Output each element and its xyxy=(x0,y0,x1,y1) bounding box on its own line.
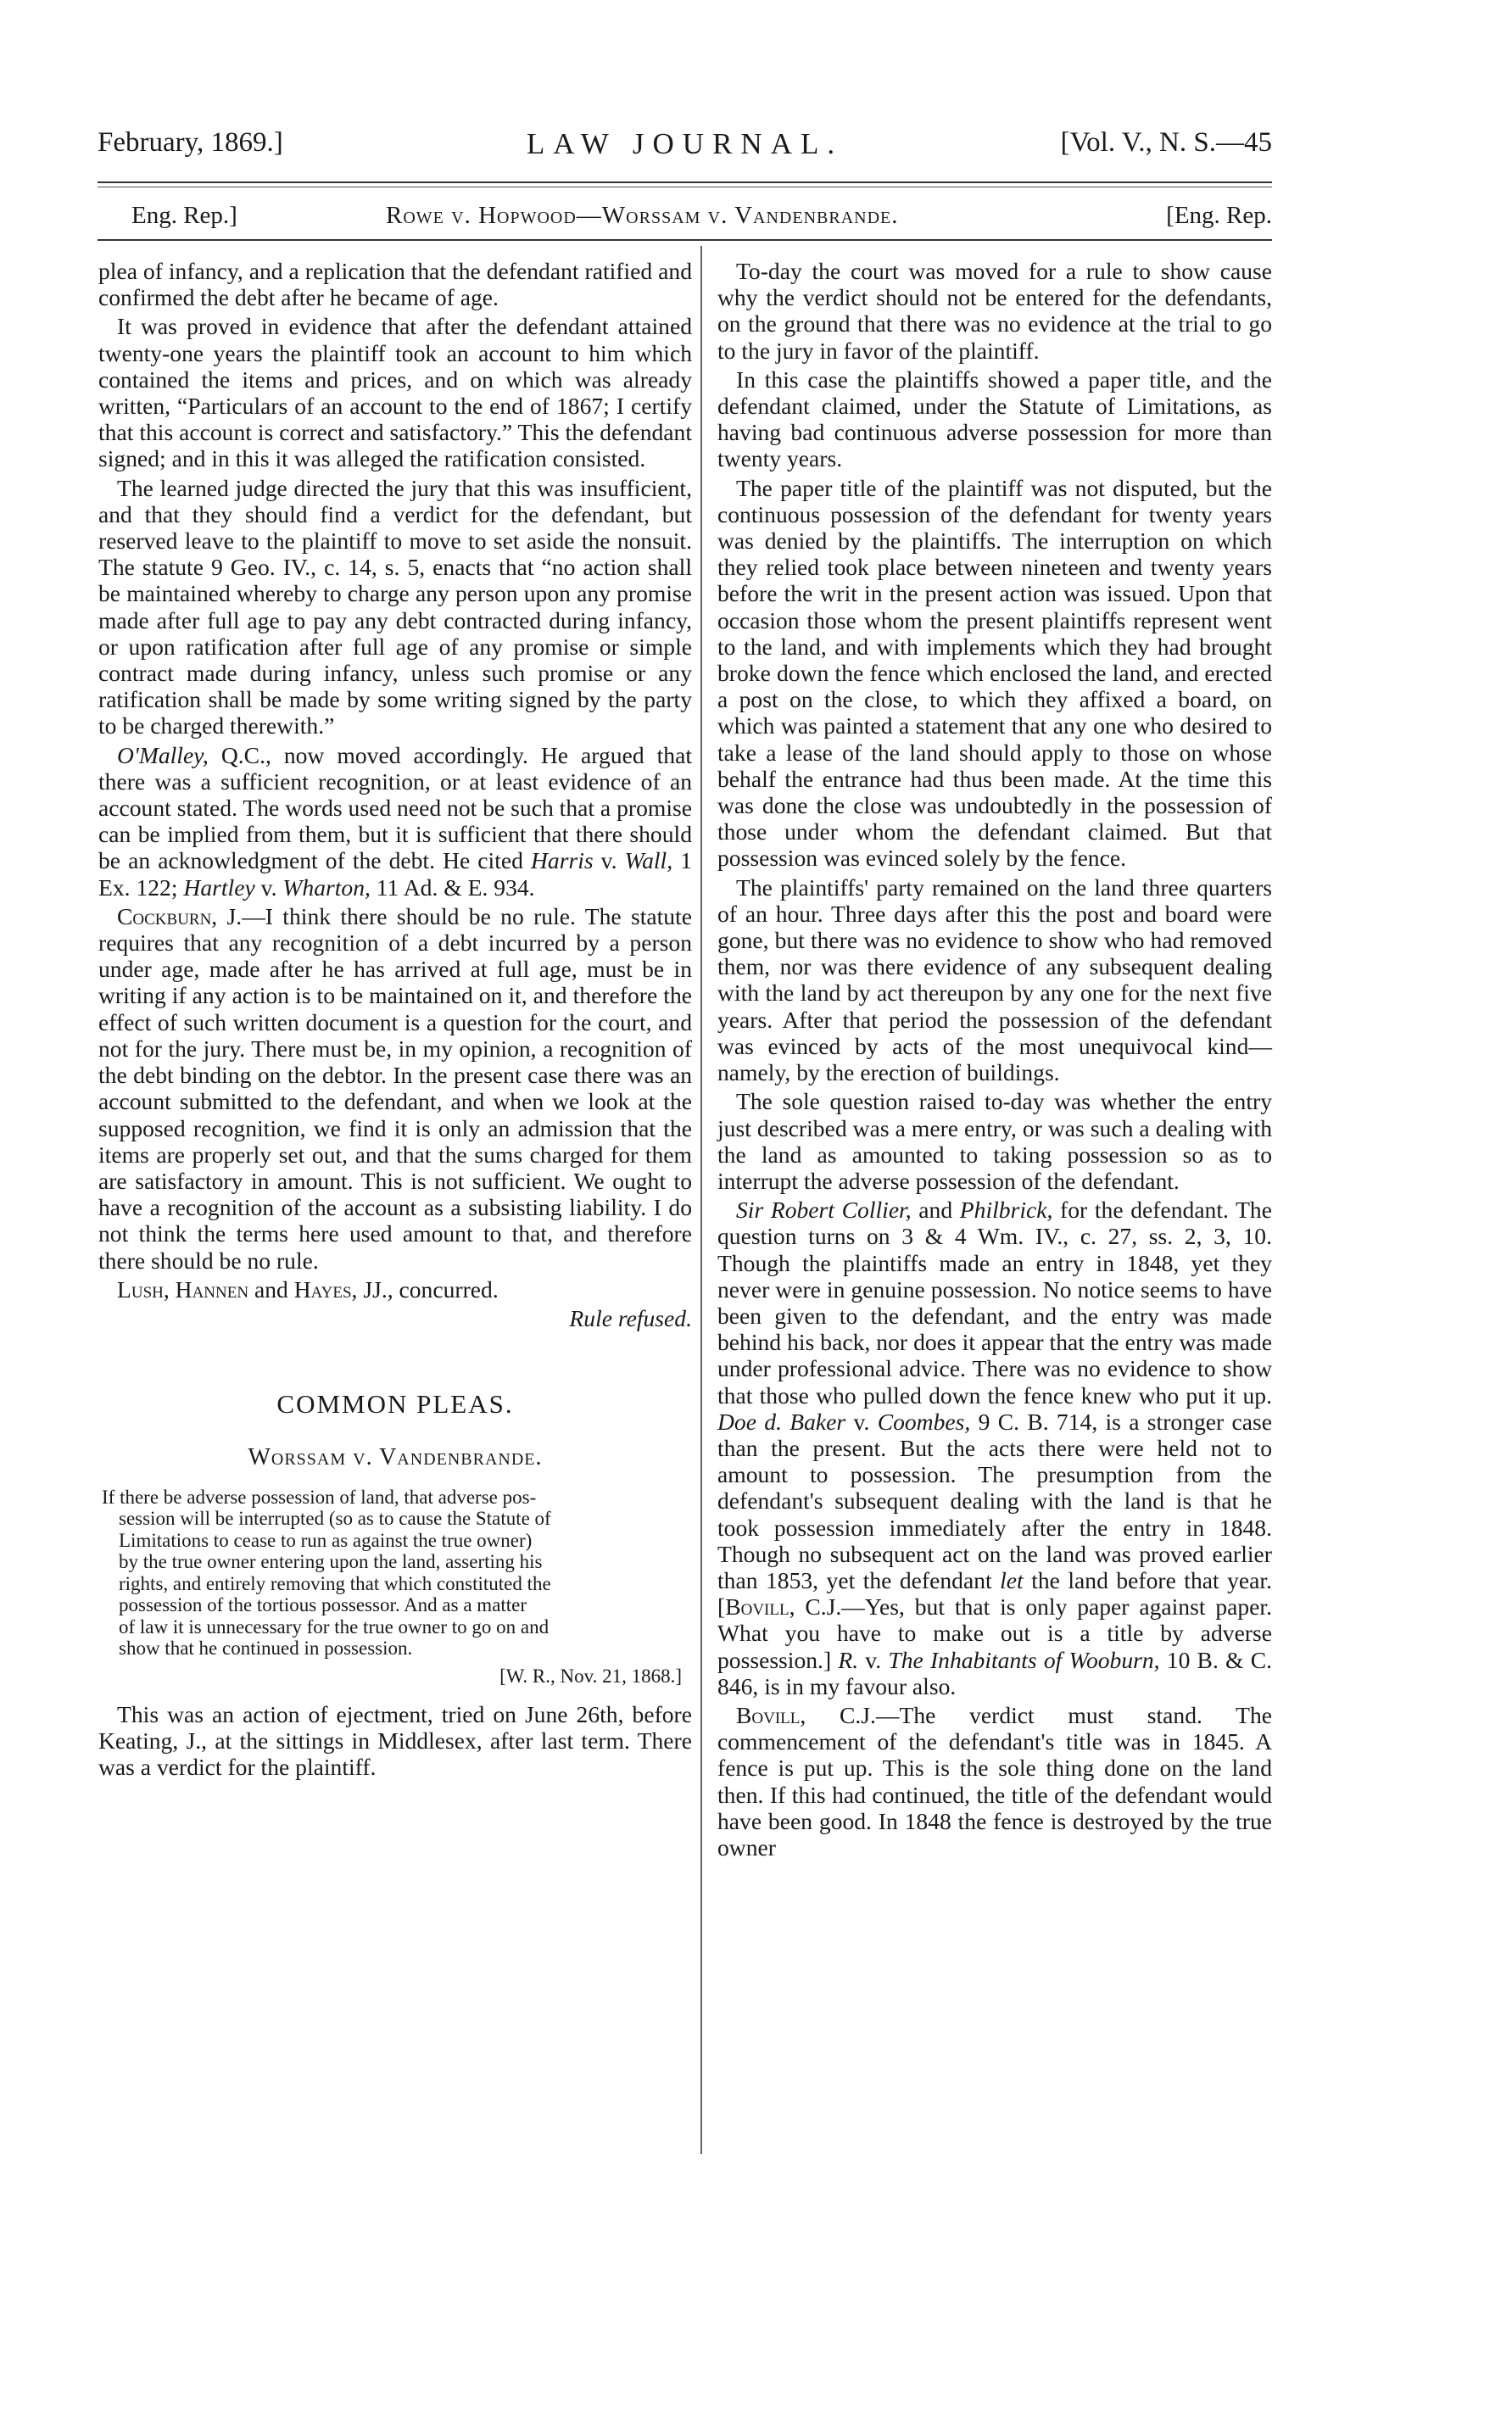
case-name: Coombes, xyxy=(877,1408,971,1435)
versus: v. xyxy=(845,1408,878,1435)
issue-date: February, 1869.] xyxy=(98,127,283,158)
versus: v. xyxy=(593,847,625,874)
versus: v. xyxy=(858,1646,889,1673)
journal-title: LAW JOURNAL. xyxy=(526,127,844,160)
report-right: [Eng. Rep. xyxy=(1166,202,1272,229)
headnote-line: session will be interrupted (so as to cause the Statute of xyxy=(119,1508,551,1530)
headnote-line: possession of the tortious possessor. And as a matter xyxy=(119,1594,527,1616)
case-name: Wall, xyxy=(624,847,673,874)
counsel-name: Philbrick, xyxy=(959,1197,1053,1224)
paragraph xyxy=(98,1276,692,1303)
paragraph: The learned judge directed the jury that this was insufficient, and that they should find a verdict for the defendant, but reserved leave to the plaintiff to move to set aside the nonsuit. The statute 9 Geo. IV., c. 14, s. 5, enacts that “no action shall be maintained whereby to charge any person upon any promise made after full age to pay any debt contracted during infancy, or upon ratification after full age of any promise or simple contract made during infancy, unless such promise or any ratification shall be made by some writing signed by the party to be charged therewith.” xyxy=(98,474,692,739)
paragraph-text: the land before that year. [ xyxy=(717,1566,1272,1621)
judge-name: Bovill, xyxy=(725,1593,795,1621)
report-citation: [W. R., Nov. 21, 1868.] xyxy=(499,1665,682,1687)
subheader-rule xyxy=(98,239,1272,241)
case-name: The Inhabitants of Wooburn, xyxy=(888,1646,1160,1673)
case-name: Doe d. Baker xyxy=(717,1408,846,1435)
case-name: R. xyxy=(838,1646,859,1673)
conjunction: and xyxy=(911,1197,960,1224)
paragraph-text: JJ., concurred. xyxy=(357,1275,499,1303)
counsel-name: O'Malley, xyxy=(117,741,209,768)
paragraph-text: Q.C., now moved accordingly. He argued that there was a sufficient recognition, or at least evidence of an account stated. The words used need not be such that a promise can be implied from them, but it is sufficient that there should be an acknowledgment of the debt. He cited xyxy=(98,741,692,874)
paragraph: To-day the court was moved for a rule to show cause why the verdict should not be entered for the defendants, on the ground that there was no evidence at the trial to go to the jury in favor of the plaintiff. xyxy=(717,258,1272,364)
ruling: Rule refused. xyxy=(569,1304,692,1331)
headnote-line: If there be adverse possession of land, that adverse pos- xyxy=(102,1486,537,1508)
report-left: Eng. Rep.] xyxy=(131,202,237,229)
counsel-name: Sir Robert Collier, xyxy=(736,1197,912,1224)
paragraph: This was an action of ejectment, tried on June 26th, before Keating, J., at the sittings in Middlesex, after last term. There was a verdict for the plaintiff. xyxy=(98,1700,692,1781)
citation-text: 1 Ex. 122; xyxy=(98,847,692,901)
right-column xyxy=(717,258,1272,1863)
paragraph xyxy=(717,1197,1272,1699)
headnote-line: rights, and entirely removing that which constituted the xyxy=(119,1572,551,1594)
judge-name: Hayes, xyxy=(293,1275,358,1303)
judge-name: Cockburn, xyxy=(117,902,218,929)
conjunction: and xyxy=(248,1275,294,1303)
paragraph-text: C.J.—The verdict must stand. The commencement of the defendant's title was in 1845. A fence is put up. This is the sole thing done on the land then. If this had continued, the title of the defendant would have been good. In 1848 the fence is destroyed by the true owner xyxy=(717,1701,1272,1861)
paragraph xyxy=(717,1702,1272,1861)
headnote-line: show that he continued in possession. xyxy=(119,1638,413,1660)
case-names: Rowe v. Hopwood—Worssam v. Vandenbrande. xyxy=(386,202,899,229)
paragraph xyxy=(98,742,692,901)
paragraph: The sole question raised to-day was whether the entry just described was a mere entry, or was such a dealing with the land as amounted to taking possession so as to interrupt the adverse possession of the defendant. xyxy=(717,1088,1272,1194)
paragraph-text: for the defendant. The question turns on 3 & 4 Wm. IV., c. 27, ss. 2, 3, 10. Though the plaintiffs made an entry in 1848, yet they never were in genuine possession. No notice seems to have been given to the defendant, and the entry was made behind his back, nor does it appear that the entry was made under professional advice. There was no evidence to show that those who pulled down the fence knew who put it up. xyxy=(717,1197,1272,1409)
headnote xyxy=(102,1487,689,1660)
paragraph: The paper title of the plaintiff was not disputed, but the continuous possession of the defendant for twenty years was denied by the plaintiffs. The interruption on which they relied took place between nineteen and twenty years before the writ in the present action was issued. Upon that occasion those whom the present plaintiffs represent went to the land, and with implements which they had brought broke down the fence which enclosed the land, and erected a post on the close, to which they affixed a board, on which was painted a statement that any one who desired to take a lease of the land should apply to those on whose behalf the entrance had thus been made. At the time this was done the close was undoubtedly in the possession of those under whom the defendant claimed. But that possession was evinced solely by the fence. xyxy=(717,474,1272,872)
case-running-head xyxy=(131,202,1272,236)
case-name: Hartley xyxy=(183,873,255,901)
versus: v. xyxy=(254,873,283,901)
paragraph-text: J.—I think there should be no rule. The statute requires that any recognition of a debt incurred by a person under age, made after he has arrived at full age, must be in writing if any action is to be maintained on it, and therefore the effect of such written document is a question for the court, and not for the jury. There must be, in my opinion, a recognition of the debt binding on the debtor. In the present case there was an account submitted to the defendant, and when we look at the supposed recognition, we find it is only an admission that the items are properly set out, and that the sums charged for them are satisfactory in amount. This is not sufficient. We ought to have a recognition of the account as a subsisting liability. I do not think the terms here used amount to that, and therefore there should be no rule. xyxy=(98,902,692,1274)
headnote-line: Limitations to cease to run as against the true owner) xyxy=(119,1529,533,1551)
judge-names: Lush, Hannen xyxy=(117,1275,249,1303)
headnote-line: by the true owner entering upon the land, asserting his xyxy=(119,1551,543,1573)
case-name: Wharton, xyxy=(282,873,371,901)
case-title: Worssam v. Vandenbrande. xyxy=(248,1444,543,1471)
section-title: COMMON PLEAS. xyxy=(276,1389,514,1420)
paragraph-text: 9 C. B. 714, is a stronger case than the present. But the acts there were held not to amount to possession. The presumption from the defendant's subsequent dealing with the land is that he took possession immediately after the entry in 1848. Though no subsequent act on the land was proved earlier than 1853, yet the defendant xyxy=(717,1408,1272,1593)
citation-text: 11 Ad. & E. 934. xyxy=(370,873,535,901)
paragraph: It was proved in evidence that after the defendant attained twenty-one years the plaintiff took an account to him which contained the items and prices, and on which was already written, “Particulars of an account to the end of 1867; I certify that this account is correct and satisfactory.” This the defendant signed; and in this it was alleged the ratification consisted. xyxy=(98,313,692,472)
paragraph xyxy=(98,903,692,1274)
left-column xyxy=(98,258,692,1783)
judge-name: Bovill, xyxy=(736,1701,806,1728)
column-divider xyxy=(700,246,702,2154)
paragraph: The plaintiffs' party remained on the land three quarters of an hour. Three days after this the post and board were gone, but there was no evidence to show who had removed them, nor was there evidence of any subsequent dealing with the land by act thereupon by any one for the next five years. After that period the possession of the defendant was evinced by acts of the most unequivocal kind—namely, by the erection of buildings. xyxy=(717,873,1272,1086)
paragraph: In this case the plaintiffs showed a paper title, and the defendant claimed, under the Statute of Limitations, as having bad continuous adverse possession for more than twenty years. xyxy=(717,365,1272,472)
case-name: Harris xyxy=(531,847,594,874)
headnote-line: of law it is unnecessary for the true owner to go on and xyxy=(119,1615,550,1638)
paragraph: plea of infancy, and a replication that the defendant ratified and confirmed the debt after he became of age. xyxy=(98,258,692,311)
emphasis: let xyxy=(1000,1566,1024,1593)
header-rule xyxy=(98,181,1272,183)
paragraph-text: C.J.—Yes, but that is only paper against paper. What you have to make out is a title by adverse possession.] xyxy=(717,1593,1272,1673)
volume-page: [Vol. V., N. S.—45 xyxy=(1060,127,1272,158)
running-head xyxy=(98,127,1272,170)
paragraph-text: 10 B. & C. 846, is in my favour also. xyxy=(717,1646,1273,1699)
